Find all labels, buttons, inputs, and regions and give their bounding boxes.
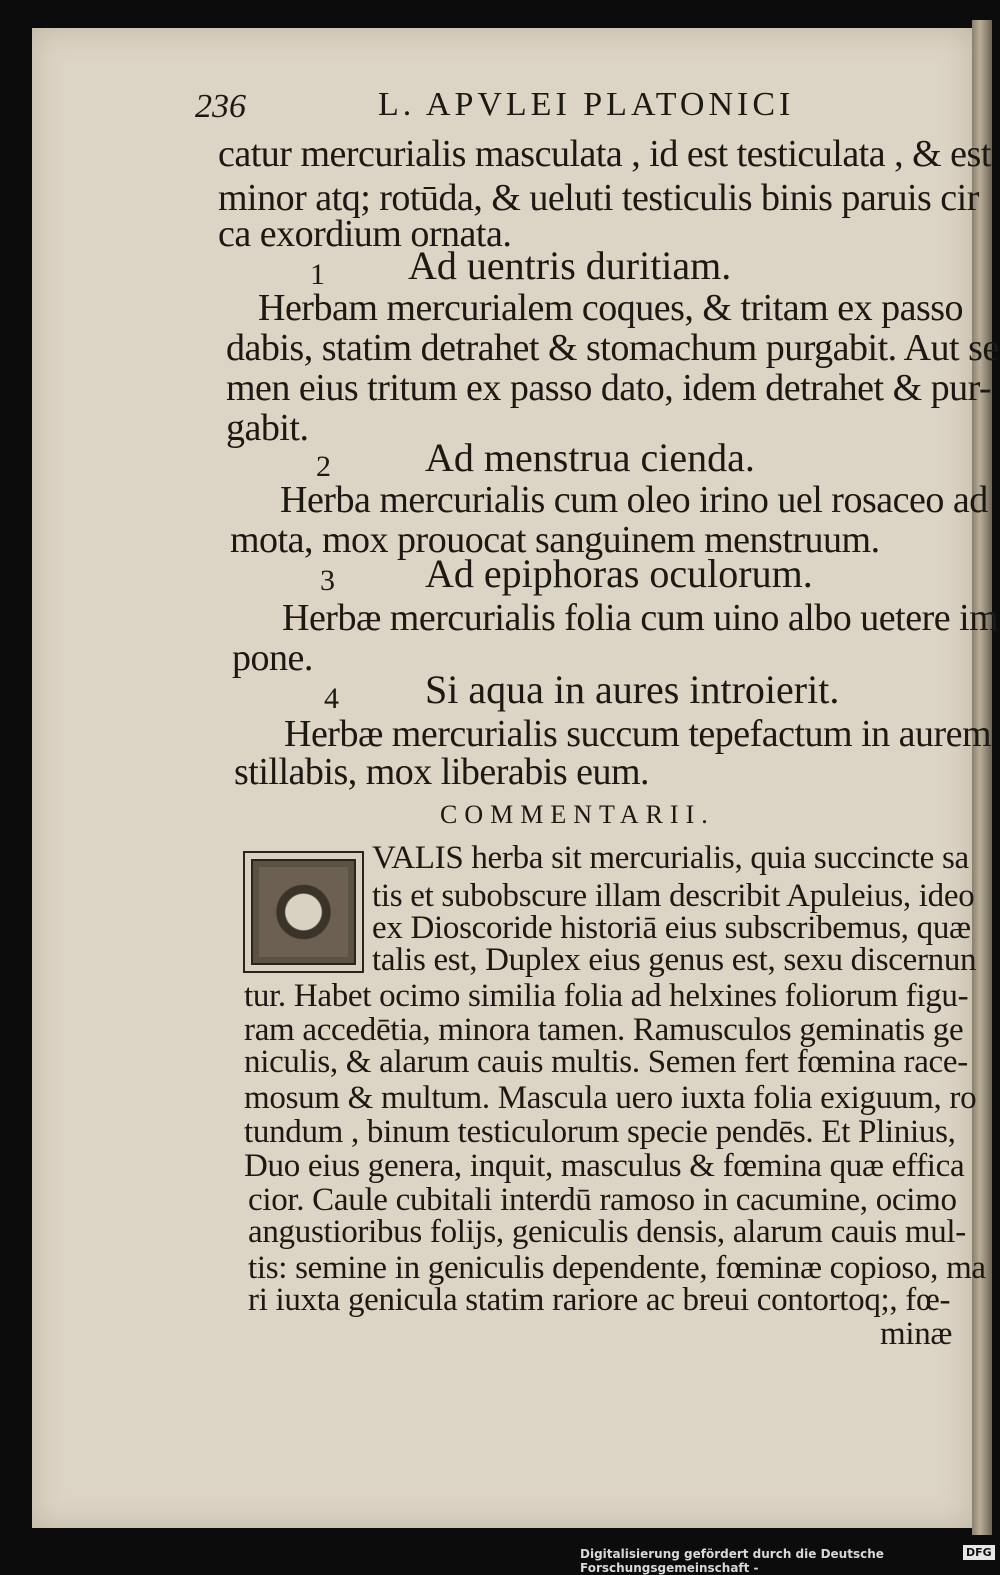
- section-line: men eius tritum ex passo dato, idem detrahet & pur-: [226, 367, 992, 409]
- commentary-line: mosum & multum. Mascula uero iuxta folia exiguum, ro: [244, 1080, 977, 1116]
- commentary-line: ram accedētia, minora tamen. Ramusculos geminatis ge: [244, 1012, 964, 1048]
- section-line: Herbæ mercurialis folia cum uino albo uetere im: [282, 597, 999, 639]
- section-line: Herba mercurialis cum oleo irino uel rosaceo ad: [280, 479, 988, 521]
- section-line: dabis, statim detrahet & stomachum purgabit. Aut se: [226, 327, 999, 369]
- section-line: mota, mox prouocat sanguinem menstruum.: [230, 519, 880, 561]
- commentary-line: cior. Caule cubitali interdū ramoso in cacumine, ocimo: [248, 1182, 957, 1218]
- commentary-line: tis: semine in geniculis dependente, fœminæ copioso, ma: [248, 1250, 986, 1286]
- decorated-initial-q-icon: [243, 851, 364, 973]
- dfg-logo: DFG: [963, 1545, 995, 1560]
- section-number: 4: [324, 682, 339, 715]
- section-title: Ad epiphoras oculorum.: [425, 551, 813, 596]
- commentary-line: Duo eius genera, inquit, masculus & fœmina quæ effica: [244, 1148, 965, 1184]
- section-number: 2: [316, 450, 331, 483]
- book-spine: [972, 20, 992, 1535]
- section-line: pone.: [232, 637, 313, 679]
- digitization-credit: Digitalisierung gefördert durch die Deutsche Forschungsgemeinschaft -: [580, 1547, 884, 1575]
- section-number: 1: [310, 258, 325, 291]
- section-title: Si aqua in aures introierit.: [425, 667, 840, 712]
- intro-line: catur mercurialis masculata , id est testiculata , & est: [218, 133, 991, 175]
- running-title: L. APVLEI PLATONICI: [378, 86, 795, 123]
- commentary-line: VALIS herba sit mercurialis, quia succincte sa: [372, 840, 969, 876]
- commentary-line: niculis, & alarum cauis multis. Semen fert fœmina race-: [244, 1044, 968, 1080]
- section-title: Ad uentris duritiam.: [408, 243, 732, 288]
- intro-line: ca exordium ornata.: [218, 213, 512, 255]
- commentary-heading: COMMENTARII.: [440, 800, 715, 829]
- page-number: 236: [195, 88, 246, 125]
- commentary-line: talis est, Duplex eius genus est, sexu discernun: [372, 942, 977, 978]
- intro-line: minor atq; rotūda, & ueluti testiculis binis paruis cir: [218, 177, 979, 219]
- commentary-line: ri iuxta genicula statim rariore ac breui contortoq;, fœ-: [248, 1282, 951, 1318]
- section-line: gabit.: [226, 407, 309, 449]
- commentary-line: tur. Habet ocimo similia folia ad helxines foliorum figu-: [244, 978, 969, 1014]
- section-title: Ad menstrua cienda.: [425, 435, 755, 480]
- section-line: stillabis, mox liberabis eum.: [234, 751, 650, 793]
- catchword: minæ: [880, 1316, 953, 1352]
- commentary-line: tundum , binum testiculorum specie pendēs. Et Plinius,: [244, 1114, 956, 1150]
- commentary-line: ex Dioscoride historiā eius subscribemus, quæ: [372, 910, 971, 946]
- section-line: Herbæ mercurialis succum tepefactum in aurem: [284, 713, 992, 755]
- section-number: 3: [320, 564, 335, 597]
- commentary-line: angustioribus folijs, geniculis densis, alarum cauis mul-: [248, 1214, 966, 1250]
- section-line: Herbam mercurialem coques, & tritam ex passo: [258, 287, 964, 329]
- commentary-line: tis et subobscure illam describit Apuleius, ideo: [372, 878, 975, 914]
